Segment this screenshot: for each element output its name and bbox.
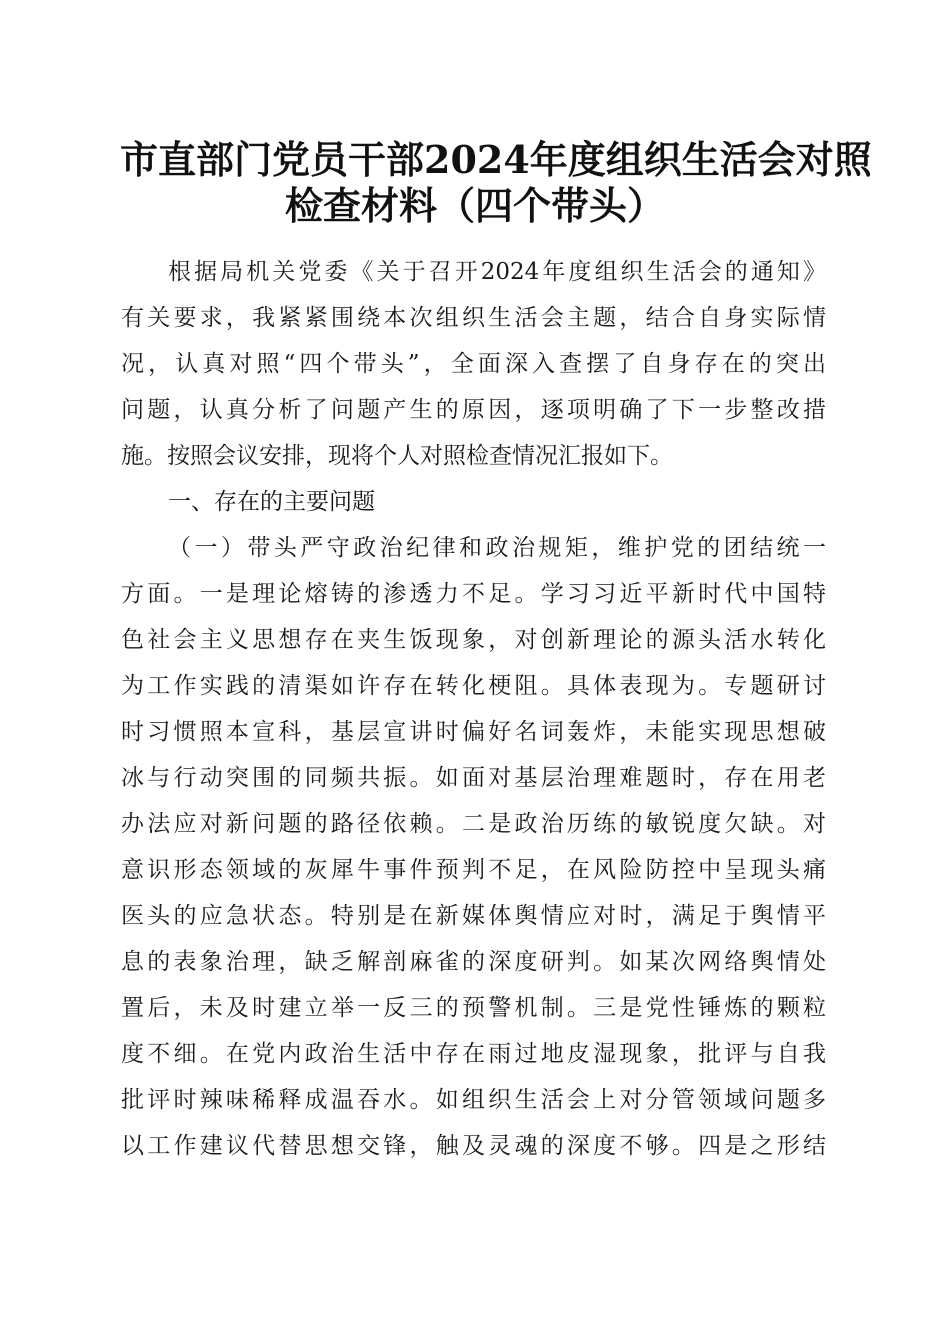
body-line-11: 置后，未及时建立举一反三的预警机制。三是党性锤炼的颗粒 xyxy=(121,995,826,1021)
body-line-12: 度不细。在党内政治生活中存在雨过地皮湿现象，批评与自我 xyxy=(121,1041,826,1067)
body-line-3: 色社会主义思想存在夹生饭现象，对创新理论的源头活水转化 xyxy=(121,627,826,653)
document-title-line-2: 检查材料（四个带头） xyxy=(284,183,665,228)
body-line-7: 办法应对新问题的路径依赖。二是政治历练的敏锐度欠缺。对 xyxy=(121,811,826,837)
body-line-14: 以工作建议代替思想交锋，触及灵魂的深度不够。四是之形结 xyxy=(121,1133,826,1159)
body-line-8: 意识形态领域的灰犀牛事件预判不足，在风险防控中呈现头痛 xyxy=(121,857,826,883)
body-line-13: 批评时辣味稀释成温吞水。如组织生活会上对分管领域问题多 xyxy=(121,1087,826,1113)
body-line-1: （一）带头严守政治纪律和政治规矩，维护党的团结统一 xyxy=(168,535,826,561)
intro-line-1: 根据局机关党委《关于召开2024年度组织生活会的通知》 xyxy=(168,259,826,285)
body-line-9: 医头的应急状态。特别是在新媒体舆情应对时，满足于舆情平 xyxy=(121,903,826,929)
intro-line-5: 施。按照会议安排，现将个人对照检查情况汇报如下。 xyxy=(121,443,673,469)
body-line-4: 为工作实践的清渠如许存在转化梗阻。具体表现为。专题研讨 xyxy=(121,673,826,699)
section-heading-problems: 一、存在的主要问题 xyxy=(168,489,375,515)
intro-line-3: 况，认真对照“四个带头”，全面深入查摆了自身存在的突出 xyxy=(121,351,826,377)
intro-line-2: 有关要求，我紧紧围绕本次组织生活会主题，结合自身实际情 xyxy=(121,305,826,331)
intro-line-4: 问题，认真分析了问题产生的原因，逐项明确了下一步整改措 xyxy=(121,397,826,423)
body-line-6: 冰与行动突围的同频共振。如面对基层治理难题时，存在用老 xyxy=(121,765,826,791)
body-line-5: 时习惯照本宣科，基层宣讲时偏好名词轰炸，未能实现思想破 xyxy=(121,719,826,745)
document-title-line-1: 市直部门党员干部2024年度组织生活会对照 xyxy=(120,137,872,182)
body-line-2: 方面。一是理论熔铸的渗透力不足。学习习近平新时代中国特 xyxy=(121,581,826,607)
body-line-10: 息的表象治理，缺乏解剖麻雀的深度研判。如某次网络舆情处 xyxy=(121,949,826,975)
